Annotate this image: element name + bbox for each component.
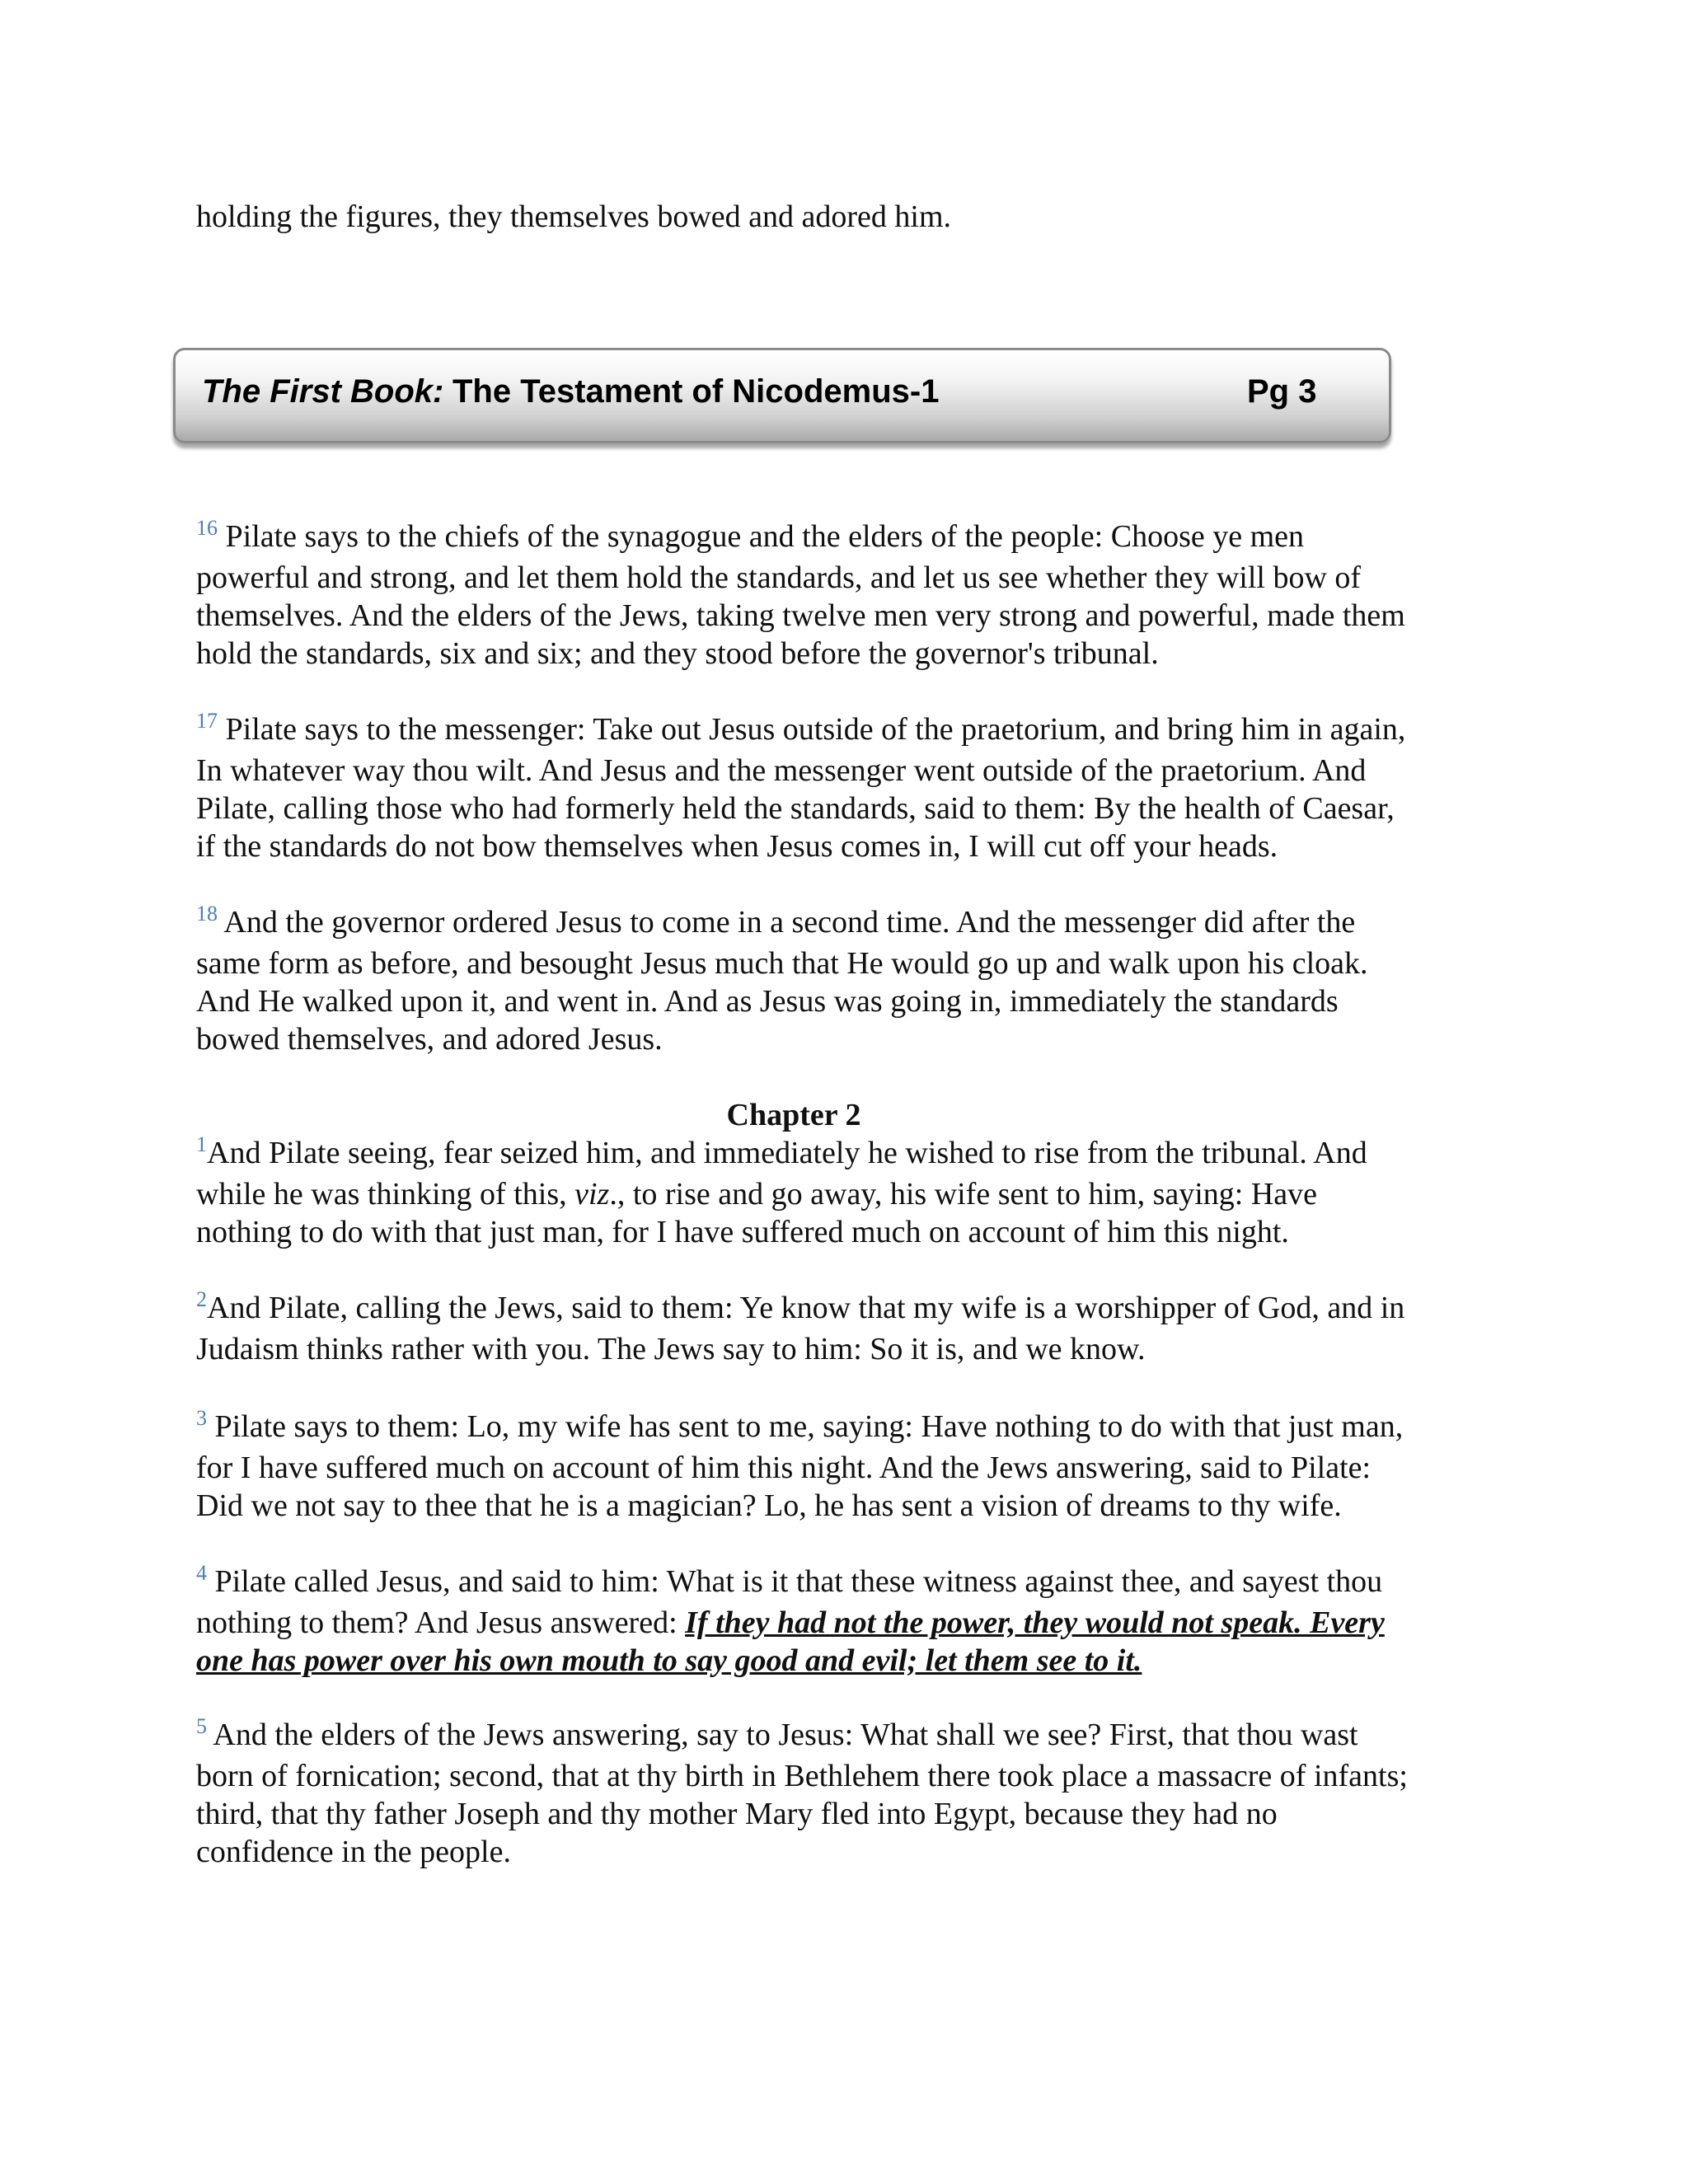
verse-16 — [196, 518, 1515, 673]
verse-18 — [196, 903, 1515, 1058]
verse-number: 3 — [196, 1406, 207, 1430]
verse-line: same form as before, and besought Jesus much that He would go up and walk upon his cloak. — [196, 946, 1368, 981]
chapter2-verse-2 — [196, 1289, 1515, 1368]
verse-number: 5 — [196, 1714, 207, 1738]
verse-line: Pilate called Jesus, and said to him: What is it that these witness against thee, and sayest thou — [207, 1564, 1383, 1599]
verse-line: In whatever way thou wilt. And Jesus and the messenger went outside of the praetorium. And — [196, 753, 1367, 788]
page-header-banner — [173, 348, 1391, 443]
verse-line: themselves. And the elders of the Jews, taking twelve men very strong and powerful, made them — [196, 598, 1405, 633]
continuation-line: holding the figures, they themselves bowed and adored him. — [196, 199, 952, 234]
verse-line: confidence in the people. — [196, 1835, 511, 1869]
verse-line: nothing to do with that just man, for I have suffered much on account of him this night. — [196, 1215, 1289, 1249]
verse-number: 18 — [196, 902, 218, 926]
jesus-words-emphasis: one has power over his own mouth to say good and evil; let them see to it. — [196, 1643, 1142, 1678]
verse-line: while he was thinking of this, — [196, 1177, 575, 1212]
chapter2-verse-1 — [196, 1134, 1515, 1251]
verse-line: third, that thy father Joseph and thy mother Mary fled into Egypt, because they had no — [196, 1797, 1278, 1831]
verse-17 — [196, 710, 1515, 865]
verse-line: if the standards do not bow themselves when Jesus comes in, I will cut off your heads. — [196, 829, 1278, 864]
verse-line: And Pilate, calling the Jews, said to them: Ye know that my wife is a worshipper of God, and in — [207, 1291, 1405, 1325]
verse-line: Did we not say to thee that he is a magician? Lo, he has sent a vision of dreams to thy wife. — [196, 1488, 1342, 1523]
verse-line: Pilate says to the chiefs of the synagogue and the elders of the people: Choose ye men — [218, 519, 1305, 554]
verse-line: hold the standards, six and six; and they stood before the governor's tribunal. — [196, 636, 1159, 671]
chapter2-verse-5 — [196, 1716, 1515, 1871]
verse-line: Pilate, calling those who had formerly held the standards, said to them: By the health of Caesar, — [196, 791, 1395, 826]
verse-line: for I have suffered much on account of him this night. And the Jews answering, said to Pilate: — [196, 1451, 1372, 1485]
verse-number: 17 — [196, 709, 218, 733]
page-number: Pg 3 — [1247, 373, 1317, 410]
verse-line: And the governor ordered Jesus to come in a second time. And the messenger did after the — [218, 905, 1356, 940]
verse-number: 4 — [196, 1561, 207, 1585]
verse-number: 2 — [196, 1287, 207, 1311]
verse-line: nothing to them? And Jesus answered: — [196, 1605, 686, 1640]
jesus-words-emphasis: If they had not the power, they would not speak. Every — [685, 1605, 1385, 1640]
chapter-heading: Chapter 2 — [726, 1098, 861, 1132]
verse-line: ., to rise and go away, his wife sent to him, saying: Have — [609, 1177, 1318, 1212]
book-label: The First Book: — [202, 373, 444, 410]
verse-line: Judaism thinks rather with you. The Jews say to him: So it is, and we know. — [196, 1332, 1146, 1366]
chapter2-verse-4 — [196, 1563, 1515, 1680]
verse-number: 1 — [196, 1132, 207, 1156]
chapter2-verse-3 — [196, 1408, 1515, 1525]
verse-line: And the elders of the Jews answering, say to Jesus: What shall we see? First, that thou wast — [207, 1718, 1358, 1752]
verse-line: Pilate says to the messenger: Take out Jesus outside of the praetorium, and bring him in again, — [218, 712, 1406, 747]
verse-line: powerful and strong, and let them hold the standards, and let us see whether they will bow of — [196, 560, 1362, 595]
italic-word: viz — [574, 1177, 610, 1212]
verse-number: 16 — [196, 516, 218, 540]
verse-line: And Pilate seeing, fear seized him, and immediately he wished to rise from the tribunal. And — [207, 1136, 1367, 1170]
verse-line: bowed themselves, and adored Jesus. — [196, 1022, 663, 1057]
book-title: The Testament of Nicodemus-1 — [452, 373, 940, 410]
verse-line: born of fornication; second, that at thy birth in Bethlehem there took place a massacre of infants; — [196, 1759, 1408, 1793]
verse-line: And He walked upon it, and went in. And as Jesus was going in, immediately the standards — [196, 984, 1339, 1019]
verse-line: Pilate says to them: Lo, my wife has sent to me, saying: Have nothing to do with that just man, — [207, 1409, 1404, 1444]
